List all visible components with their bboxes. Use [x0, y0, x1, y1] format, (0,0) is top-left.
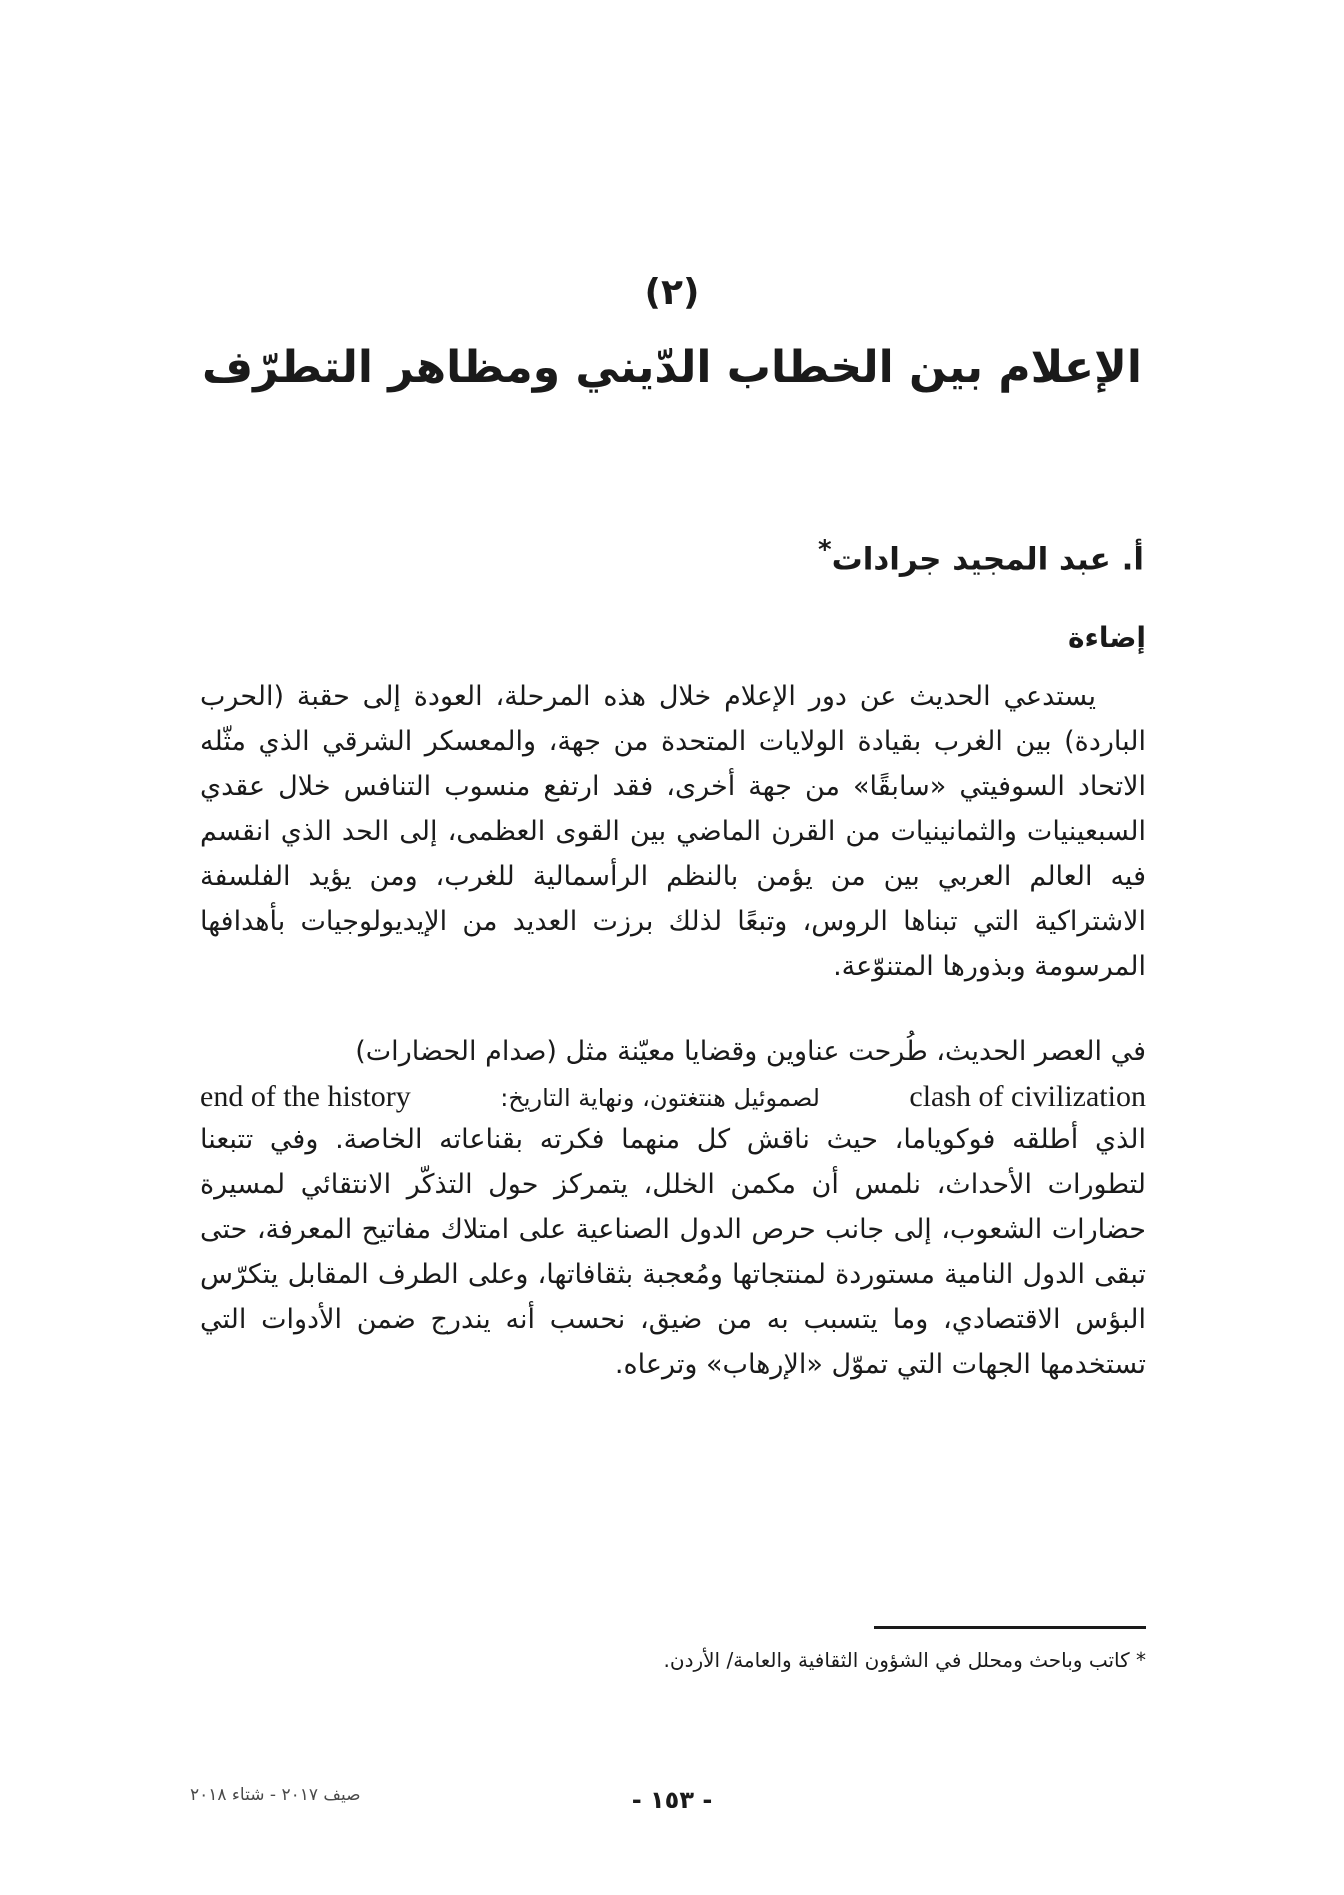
- footnote-marker: *: [1136, 1648, 1146, 1672]
- footnote-divider: [874, 1626, 1146, 1629]
- paragraph-2: [200, 1029, 1146, 1074]
- huntington-attribution: لصموئيل هنتغتون، ونهاية التاريخ:: [500, 1084, 820, 1112]
- author-name: أ. عبد المجيد جرادات: [831, 541, 1144, 578]
- article-title: الإعلام بين الخطاب الدّيني ومظاهر التطرّف: [202, 342, 1142, 393]
- paragraph-2-continued: الذي أطلقه فوكوياما، حيث ناقش كل منهما فكرته بقناعاته الخاصة. وفي تتبعنا لتطورات الأحداث، نلمس أن مكمن الخلل، يتمركز حول التذكّر الانتقائي لمسيرة حضارات الشعوب، إلى جانب حرص الدول الصناعية على امتلاك مفاتيح المعرفة، حتى تبقى الدول النامية مستوردة لمنتجاتها ومُعجبة بثقافاتها، وعلى الطرف المقابل يتكرّس البؤس الاقتصادي، وما يتسبب به من ضيق، نحسب أنه يندرج ضمن الأدوات التي تستخدمها الجهات التي تموّل «الإرهاب» وترعاه.: [200, 1124, 1146, 1380]
- paragraph-2-line-2: [200, 1074, 1146, 1121]
- footnote-text: كاتب وباحث ومحلل في الشؤون الثقافية والعامة/ الأردن.: [663, 1648, 1130, 1672]
- english-term-end-of-history: end of the history: [200, 1080, 411, 1113]
- paragraph-2-text: في العصر الحديث، طُرحت عناوين وقضايا معيّنة مثل (صدام الحضارات): [355, 1036, 1146, 1067]
- issue-date: صيف ٢٠١٧ - شتاء ٢٠١٨: [190, 1785, 361, 1805]
- section-heading: إضاءة: [1067, 621, 1146, 654]
- author-footnote-marker: *: [817, 535, 832, 565]
- english-term-clash-of-civilization: clash of civilization: [909, 1080, 1146, 1113]
- paragraph-1: يستدعي الحديث عن دور الإعلام خلال هذه المرحلة، العودة إلى حقبة (الحرب الباردة) بين الغرب بقيادة الولايات المتحدة من جهة، والمعسكر الشرقي الذي مثّله الاتحاد السوفيتي «سابقًا» من جهة أخرى، فقد ارتفع منسوب التنافس خلال عقدي السبعينيات والثمانينيات من القرن الماضي بين القوى العظمى، إلى الحد الذي انقسم فيه العالم العربي بين من يؤمن بالنظم الرأسمالية للغرب، ومن يؤيد الفلسفة الاشتراكية التي تبناها الروس، وتبعًا لذلك برزت العديد من الإيديولوجيات بأهدافها المرسومة وبذورها المتنوّعة.: [200, 681, 1146, 982]
- article-body: [200, 618, 1146, 1387]
- author-line: [818, 535, 1144, 577]
- page-number: - ١٥٣ -: [631, 1786, 713, 1814]
- footnote: [200, 1646, 1146, 1674]
- chapter-number: (٢): [644, 272, 700, 313]
